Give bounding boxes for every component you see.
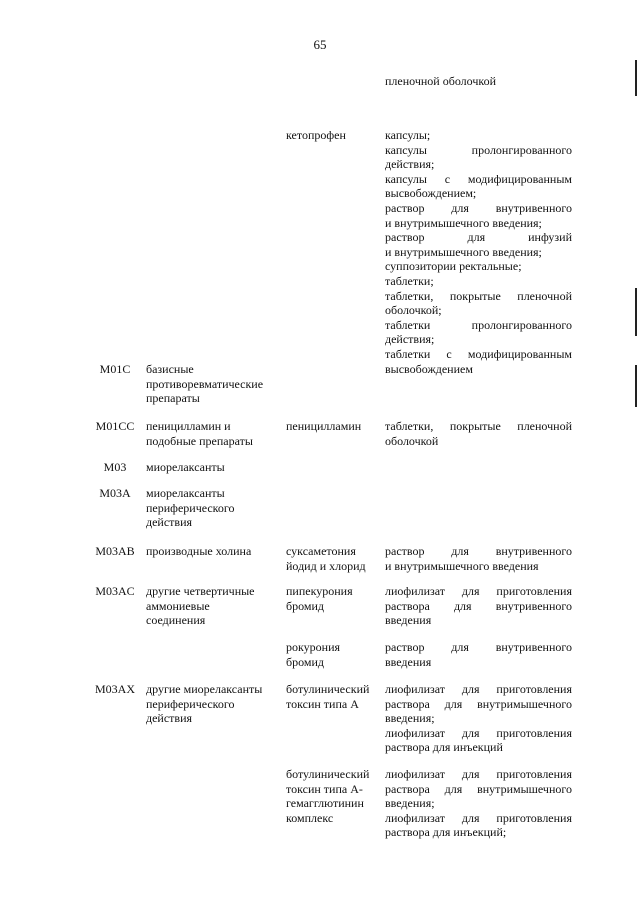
atc-code: M03AX bbox=[94, 682, 135, 696]
pharmacological-group-line: другие четвертичные bbox=[146, 584, 255, 598]
dosage-forms-line: лиофилизат для приготовления bbox=[385, 810, 572, 825]
drug-name-line: токсин типа А bbox=[286, 696, 359, 711]
dosage-forms bbox=[385, 544, 572, 573]
dosage-forms-line: и внутримышечного введения; bbox=[385, 215, 542, 230]
drug-name bbox=[286, 419, 380, 434]
pharmacological-group-line: противоревматические bbox=[146, 376, 264, 391]
drug-name bbox=[286, 584, 380, 613]
drug-name bbox=[286, 767, 380, 825]
dosage-forms bbox=[385, 682, 572, 755]
pharmacological-group bbox=[146, 682, 284, 726]
drug-name bbox=[286, 640, 380, 669]
drug-name-line: ботулинический bbox=[286, 767, 370, 781]
dosage-forms-line: суппозитории ректальные; bbox=[385, 259, 522, 274]
pharmacological-group bbox=[146, 584, 284, 628]
drug-name-line: бромид bbox=[286, 598, 324, 613]
pharmacological-group-line: производные холина bbox=[146, 544, 252, 558]
dosage-forms-line: введения bbox=[385, 613, 432, 628]
dosage-forms-line: таблетки; bbox=[385, 273, 434, 288]
drug-name-line: пеницилламин bbox=[286, 419, 362, 433]
dosage-forms-line: таблетки, покрытые пленочной bbox=[385, 288, 572, 303]
pharmacological-group-line: действия bbox=[146, 711, 193, 726]
drug-name-line: пипекурония bbox=[286, 584, 353, 598]
dosage-forms-line: оболочкой bbox=[385, 433, 439, 448]
atc-code: M01CC bbox=[95, 419, 135, 433]
dosage-forms-line: раствора для внутривенного bbox=[385, 598, 572, 613]
dosage-forms-line: введения bbox=[385, 654, 432, 669]
dosage-forms-line: введения; bbox=[385, 796, 435, 811]
dosage-forms-line: действия; bbox=[385, 332, 435, 347]
dosage-forms-line: таблетки с модифицированным bbox=[385, 346, 572, 361]
atc-code: M03A bbox=[99, 486, 131, 500]
dosage-forms-line: раствор для внутривенного bbox=[385, 200, 572, 215]
dosage-forms-line: раствора для внутримышечного bbox=[385, 696, 572, 711]
dosage-forms bbox=[385, 419, 572, 448]
drug-name-line: рокурония bbox=[286, 640, 341, 654]
dosage-forms bbox=[385, 128, 572, 376]
dosage-forms-line: действия; bbox=[385, 157, 435, 172]
pharmacological-group-line: миорелаксанты bbox=[146, 486, 225, 500]
dosage-forms-line: таблетки, покрытые пленочной bbox=[385, 419, 572, 433]
atc-code: M03AC bbox=[95, 584, 135, 598]
pharmacological-group-line: периферического bbox=[146, 500, 235, 515]
dosage-forms-line: и внутримышечного введения; bbox=[385, 244, 542, 259]
dosage-forms bbox=[385, 74, 572, 89]
dosage-forms-line: пленочной оболочкой bbox=[385, 74, 497, 88]
drug-name bbox=[286, 544, 380, 573]
dosage-forms bbox=[385, 584, 572, 628]
dosage-forms-line: оболочкой; bbox=[385, 303, 442, 318]
dosage-forms-line: капсулы; bbox=[385, 128, 431, 142]
dosage-forms-line: таблетки пролонгированного bbox=[385, 317, 572, 332]
pharmacological-group-line: действия bbox=[146, 515, 193, 530]
pharmacological-group-line: базисные bbox=[146, 362, 194, 376]
pharmacological-group-line: препараты bbox=[146, 391, 200, 406]
page-edge-mark bbox=[635, 60, 637, 96]
pharmacological-group-line: аммониевые bbox=[146, 598, 210, 613]
dosage-forms-line: высвобождением bbox=[385, 361, 473, 376]
dosage-forms bbox=[385, 640, 572, 669]
dosage-forms-line: и внутримышечного введения bbox=[385, 558, 539, 573]
atc-code: M03AB bbox=[95, 544, 135, 558]
page-edge-mark bbox=[635, 365, 637, 407]
drug-name-line: гемагглютинин bbox=[286, 796, 364, 811]
dosage-forms-line: раствор для внутривенного bbox=[385, 544, 572, 558]
pharmacological-group bbox=[146, 362, 284, 406]
dosage-forms-line: введения; bbox=[385, 711, 435, 726]
pharmacological-group-line: другие миорелаксанты bbox=[146, 682, 263, 696]
dosage-forms-line: лиофилизат для приготовления bbox=[385, 725, 572, 740]
dosage-forms-line: капсулы пролонгированного bbox=[385, 142, 572, 157]
pharmacological-group bbox=[146, 486, 284, 530]
pharmacological-group-line: соединения bbox=[146, 613, 206, 628]
pharmacological-group-line: периферического bbox=[146, 696, 235, 711]
dosage-forms-line: раствор для внутривенного bbox=[385, 640, 572, 654]
atc-code: M01C bbox=[99, 362, 131, 376]
dosage-forms-line: лиофилизат для приготовления bbox=[385, 584, 572, 598]
atc-code: M03 bbox=[103, 460, 127, 474]
drug-name-line: кетопрофен bbox=[286, 128, 346, 142]
pharmacological-group-line: пеницилламин и bbox=[146, 419, 231, 433]
dosage-forms-line: лиофилизат для приготовления bbox=[385, 682, 572, 696]
dosage-forms-line: раствора для инъекций; bbox=[385, 825, 507, 840]
drug-name bbox=[286, 682, 380, 711]
pharmacological-group-line: подобные препараты bbox=[146, 433, 253, 448]
dosage-forms-line: капсулы с модифицированным bbox=[385, 171, 572, 186]
pharmacological-group bbox=[146, 544, 284, 559]
dosage-forms-line: раствора для внутримышечного bbox=[385, 781, 572, 796]
pharmacological-group bbox=[146, 419, 284, 448]
pharmacological-group-line: миорелаксанты bbox=[146, 460, 225, 474]
drug-name bbox=[286, 128, 380, 143]
page-edge-mark bbox=[635, 288, 637, 336]
drug-name-line: бромид bbox=[286, 654, 324, 669]
dosage-forms bbox=[385, 767, 572, 840]
dosage-forms-line: раствор для инфузий bbox=[385, 230, 572, 245]
dosage-forms-line: лиофилизат для приготовления bbox=[385, 767, 572, 781]
drug-name-line: йодид и хлорид bbox=[286, 558, 366, 573]
pharmacological-group bbox=[146, 460, 284, 475]
drug-name-line: суксаметония bbox=[286, 544, 356, 558]
page-number: 65 bbox=[313, 37, 327, 52]
dosage-forms-line: высвобождением; bbox=[385, 186, 477, 201]
dosage-forms-line: раствора для инъекций bbox=[385, 740, 503, 755]
drug-name-line: токсин типа А- bbox=[286, 781, 363, 796]
drug-name-line: комплекс bbox=[286, 810, 334, 825]
drug-name-line: ботулинический bbox=[286, 682, 370, 696]
